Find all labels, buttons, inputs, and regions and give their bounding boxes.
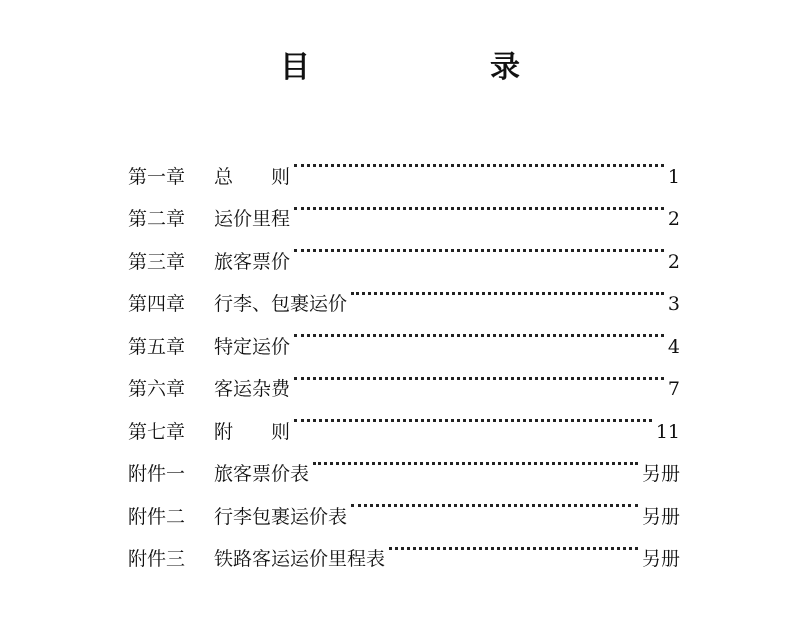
toc-chapter-title: 特定运价 <box>214 335 291 358</box>
toc-dot-leader <box>313 438 638 481</box>
table-of-contents <box>128 140 680 570</box>
toc-chapter-number: 第一章 <box>128 165 186 188</box>
toc-dot-leader <box>294 353 664 396</box>
toc-dot-leader <box>294 140 664 183</box>
toc-dot-leader <box>294 395 652 438</box>
toc-page-reference: 另册 <box>641 463 680 485</box>
toc-dot-leader <box>351 480 638 523</box>
toc-page-number: 11 <box>655 420 680 443</box>
toc-chapter-title: 运价里程 <box>214 208 291 230</box>
toc-dot-leader <box>389 523 638 566</box>
toc-appendix-title: 旅客票价表 <box>214 463 310 485</box>
toc-chapter-number: 第六章 <box>128 378 186 400</box>
toc-page-number: 2 <box>667 250 680 273</box>
toc-appendix-number: 附件一 <box>128 463 186 485</box>
toc-appendix-title: 行李包裹运价表 <box>214 505 348 528</box>
toc-dot-leader <box>351 268 664 311</box>
toc-page-number: 1 <box>667 165 680 188</box>
toc-chapter-title: 总 则 <box>214 165 291 188</box>
toc-page-reference: 另册 <box>641 548 680 570</box>
toc-entry <box>128 140 680 188</box>
toc-page-number: 3 <box>667 293 680 315</box>
toc-page-number: 2 <box>667 208 680 230</box>
toc-appendix-title: 铁路客运运价里程表 <box>214 548 386 570</box>
toc-appendix-number: 附件二 <box>128 505 186 528</box>
toc-dot-leader <box>294 183 664 226</box>
toc-appendix-number: 附件三 <box>128 548 186 570</box>
toc-chapter-title: 附 则 <box>214 420 291 443</box>
toc-dot-leader <box>294 310 664 353</box>
toc-chapter-number: 第三章 <box>128 250 186 273</box>
toc-chapter-title: 旅客票价 <box>214 250 291 273</box>
toc-chapter-title: 行李、包裹运价 <box>214 293 348 315</box>
toc-chapter-number: 第五章 <box>128 335 186 358</box>
toc-page-reference: 另册 <box>641 505 680 528</box>
toc-chapter-number: 第二章 <box>128 208 186 230</box>
toc-chapter-number: 第四章 <box>128 293 186 315</box>
toc-chapter-title: 客运杂费 <box>214 378 291 400</box>
toc-page-number: 7 <box>667 378 680 400</box>
page-title: 目 录 <box>280 50 560 85</box>
toc-chapter-number: 第七章 <box>128 420 186 443</box>
toc-page-number: 4 <box>667 335 680 358</box>
toc-dot-leader <box>294 225 664 268</box>
